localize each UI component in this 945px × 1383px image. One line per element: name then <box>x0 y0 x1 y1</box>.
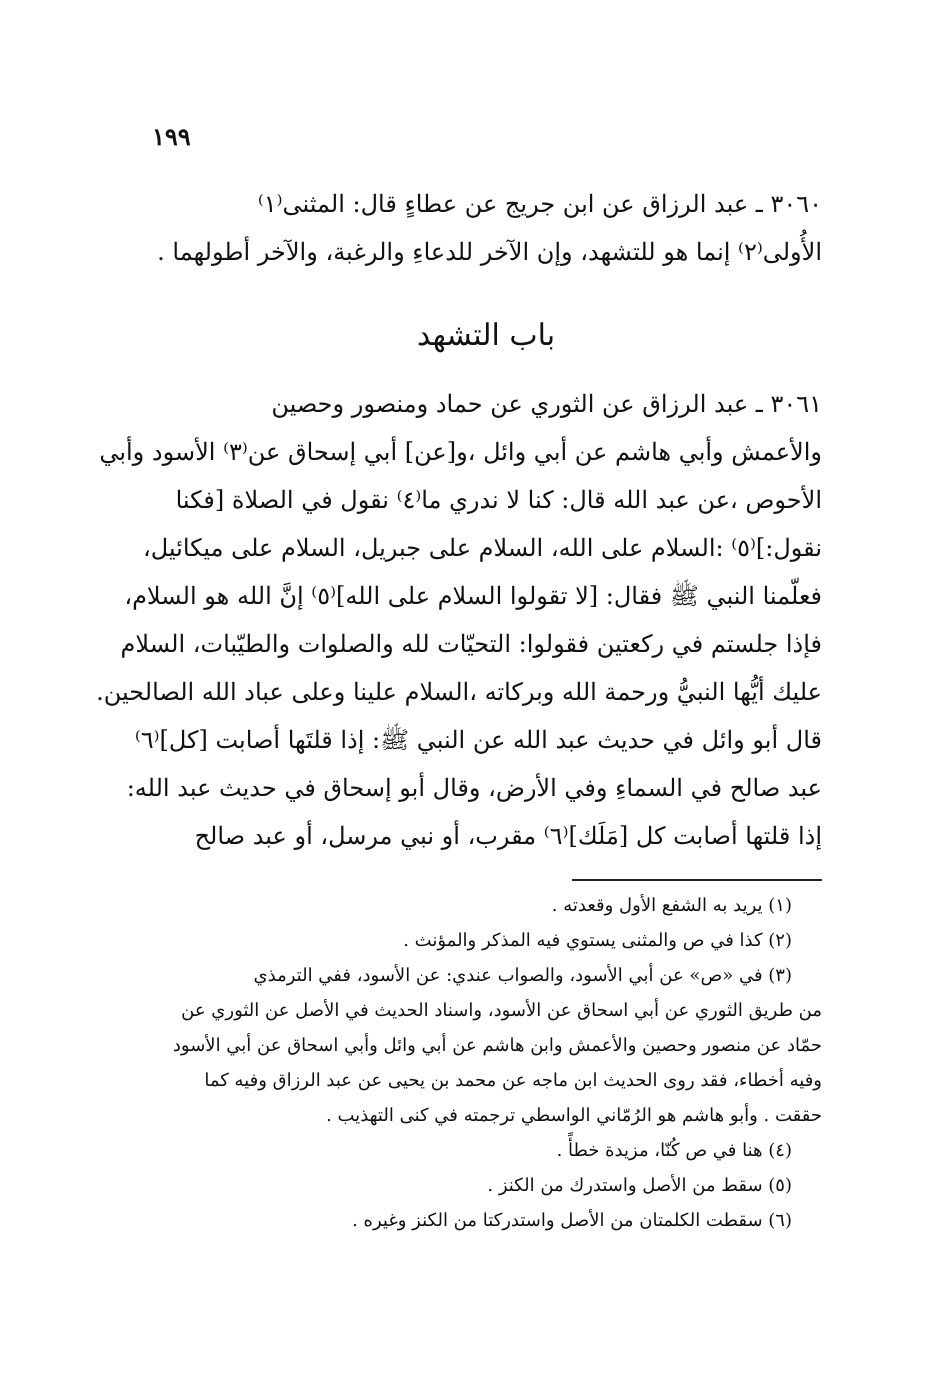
footnote-6: (٦) سقطت الكلمتان من الأصل واستدركتا من الكنز وغيره . <box>352 1210 792 1231</box>
page-number: ١٩٩ <box>152 122 191 151</box>
text-line: عليك أيُّها النبيُّ ورحمة الله وبركاته ،السلام علينا وعلى عباد الله الصالحين. <box>96 678 822 706</box>
footnote-3: (٣) في «ص» عن أبي الأسود، والصواب عندي: عن الأسود، ففي الترمذي <box>253 965 792 986</box>
footnote-4: (٤) هنا في ص كُنّا، مزيدة خطأً . <box>556 1140 792 1161</box>
hadith-3060 <box>150 180 822 276</box>
hadith-3061 <box>96 380 822 860</box>
text-line: نقول:]⁽٥⁾ :السلام على الله، السلام على جبريل، السلام على ميكائيل، <box>142 534 822 562</box>
footnote-5: (٥) سقط من الأصل واستدرك من الكنز . <box>487 1175 792 1196</box>
footnote-divider <box>572 879 822 881</box>
footnote-3-cont: حمّاد عن منصور وحصين والأعمش وابن هاشم عن أبي وائل وأبي اسحاق عن أبي الأسود <box>172 1035 822 1056</box>
text-line: إذا قلتها أصابت كل [مَلَك]⁽٦⁾ مقرب، أو نبي مرسل، أو عبد صالح <box>194 822 822 850</box>
footnotes <box>150 888 822 1238</box>
text-line: قال أبو وائل في حديث عبد الله عن النبي ﷺ: إذا قلتَها أصابت [كل]⁽٦⁾ <box>134 726 822 754</box>
text-line: فإذا جلستم في ركعتين فقولوا: التحيّات لله والصلوات والطيّبات، السلام <box>120 630 822 658</box>
footnote-3-cont: حققت . وأبو هاشم هو الرُمّاني الواسطي ترجمته في كنى التهذيب . <box>326 1105 822 1126</box>
text-line: الأُولى⁽٢⁾ إنما هو للتشهد، وإن الآخر للدعاءِ والرغبة، والآخر أطولهما . <box>157 238 822 266</box>
text-line: ٣٠٦٠ ـ عبد الرزاق عن ابن جريج عن عطاءٍ قال: المثنى⁽١⁾ <box>257 190 822 218</box>
chapter-heading: باب التشهد <box>416 318 556 353</box>
text-line: الأحوص ،عن عبد الله قال: كنا لا ندري ما⁽٤⁾ نقول في الصلاة [فكنا <box>175 486 822 514</box>
text-line: عبد صالح في السماءِ وفي الأرض، وقال أبو إسحاق في حديث عبد الله: <box>126 774 822 802</box>
text-line: فعلّمنا النبي ﷺ فقال: [لا تقولوا السلام على الله]⁽٥⁾ إنَّ الله هو السلام، <box>124 582 822 610</box>
footnote-3-cont: وفيه أخطاء، فقد روى الحديث ابن ماجه عن محمد بن يحيى عن عبد الرزاق وفيه كما <box>204 1070 822 1091</box>
footnote-2: (٢) كذا في ص والمثنى يستوي فيه المذكر والمؤنث . <box>403 930 792 951</box>
text-line: ٣٠٦١ ـ عبد الرزاق عن الثوري عن حماد ومنصور وحصين <box>271 390 822 418</box>
footnote-3-cont: من طريق الثوري عن أبي اسحاق عن الأسود، واسناد الحديث في الأصل عن الثوري عن <box>181 1000 822 1021</box>
footnote-1: (١) يريد به الشفع الأول وقعدته . <box>551 895 792 916</box>
text-line: والأعمش وأبي هاشم عن أبي وائل ،و[عن] أبي إسحاق عن⁽٣⁾ الأسود وأبي <box>99 438 822 466</box>
